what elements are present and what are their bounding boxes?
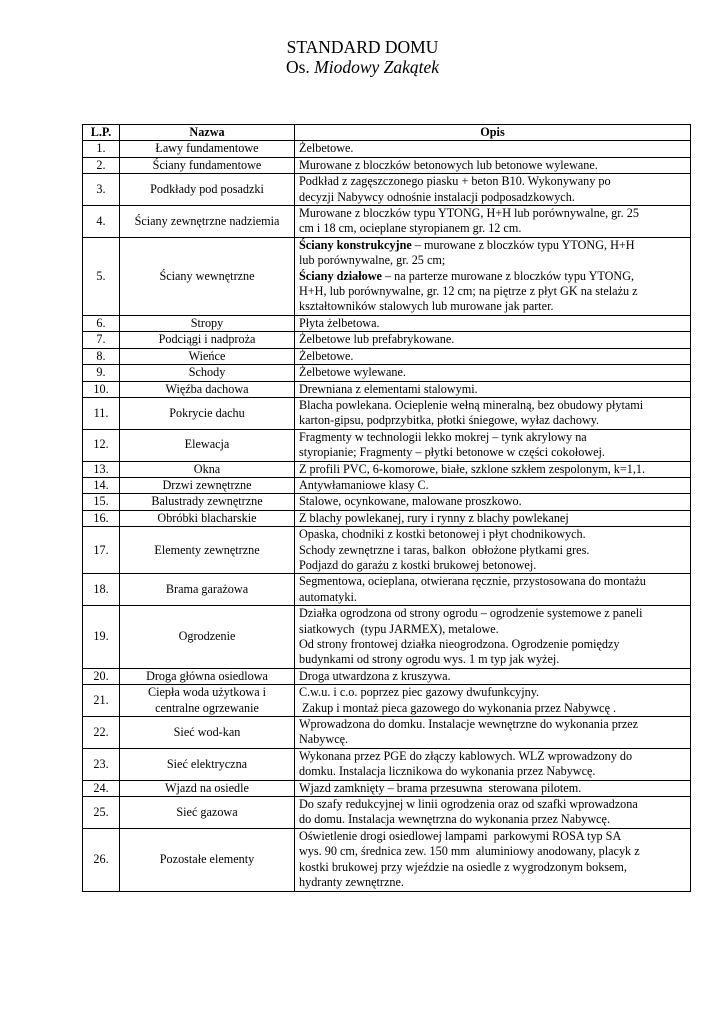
row-name: Droga główna osiedlowa — [120, 668, 295, 684]
row-description — [295, 141, 691, 157]
row-name: Schody — [120, 365, 295, 381]
row-description — [295, 174, 691, 206]
name-line: centralne ogrzewanie — [155, 700, 259, 715]
row-description — [295, 797, 691, 829]
estate-name: Miodowy Zakątek — [314, 57, 440, 77]
description-line: kształtowników stalowych lub murowane jak parter. — [299, 299, 554, 314]
row-number: 17. — [83, 527, 120, 574]
description-line — [299, 238, 687, 253]
description-line: Murowane z bloczków typu YTONG, H+H lub porównywalne, gr. 25 — [299, 206, 639, 221]
row-name: Więźba dachowa — [120, 381, 295, 397]
row-number: 1. — [83, 141, 120, 157]
row-description — [295, 668, 691, 684]
description-line: siatkowych (typu JARMEX), metalowe. — [299, 621, 499, 636]
description-line: Z blachy powlekanej, rury i rynny z blachy powlekanej — [299, 510, 569, 525]
row-name: Podciągi i nadproża — [120, 332, 295, 348]
row-name: Ogrodzenie — [120, 606, 295, 669]
table-row — [83, 174, 691, 206]
row-description — [295, 494, 691, 510]
row-number: 3. — [83, 174, 120, 206]
description-text: – murowane z bloczków typu YTONG, H+H — [411, 237, 635, 252]
description-line: Wykonana przez PGE do złączy kablowych. WLZ wprowadzony do — [299, 748, 633, 763]
table-row — [83, 157, 691, 173]
row-number: 16. — [83, 510, 120, 526]
row-description — [295, 332, 691, 348]
table-row — [83, 365, 691, 381]
description-line: Podjazd do garażu z kostki brukowej betonowej. — [299, 557, 537, 572]
row-name: Elementy zewnętrzne — [120, 527, 295, 574]
row-description — [295, 606, 691, 669]
table-row — [83, 141, 691, 157]
row-number: 13. — [83, 461, 120, 477]
description-line: budynkami od strony ogrodu wys. 1 m typ jak wyżej. — [299, 652, 560, 667]
table-row — [83, 397, 691, 429]
description-line: Żelbetowe wylewane. — [299, 365, 406, 380]
description-line: karton-gipsu, podprzybitka, płotki śniegowe, wyłaz dachowy. — [299, 413, 600, 428]
row-number: 2. — [83, 157, 120, 173]
row-number: 7. — [83, 332, 120, 348]
description-line: Segmentowa, ocieplana, otwierana ręcznie, przystosowana do montażu — [299, 574, 646, 589]
description-line: Żelbetowe. — [299, 348, 354, 363]
row-description — [295, 717, 691, 749]
description-line: Blacha powlekana. Ocieplenie wełną mineralną, bez obudowy płytami — [299, 397, 644, 412]
description-line: C.w.u. i c.o. poprzez piec gazowy dwufunkcyjny. — [299, 685, 540, 700]
row-number: 10. — [83, 381, 120, 397]
description-line: Stalowe, ocynkowane, malowane proszkowo. — [299, 494, 522, 509]
row-name: Drzwi zewnętrzne — [120, 477, 295, 493]
description-line: Antywłamaniowe klasy C. — [299, 477, 429, 492]
row-description — [295, 510, 691, 526]
row-name: Stropy — [120, 315, 295, 331]
row-name: Ściany wewnętrzne — [120, 237, 295, 315]
description-line: lub porównywalne, gr. 25 cm; — [299, 253, 446, 268]
description-line: Opaska, chodniki z kostki betonowej i płyt chodnikowych. — [299, 527, 586, 542]
description-line: Wprowadzona do domku. Instalacje wewnętrzne do wykonania przez — [299, 717, 639, 732]
description-line: styropianie; Fragmenty – płytki betonowe w części cokołowej. — [299, 445, 605, 460]
table-row — [83, 574, 691, 606]
description-line: decyzji Nabywcy odnośnie instalacji podposadzkowych. — [299, 189, 575, 204]
row-number: 5. — [83, 237, 120, 315]
description-line: domku. Instalacja licznikowa do wykonania przez Nabywcę. — [299, 764, 596, 779]
description-line: Drewniana z elementami stalowymi. — [299, 381, 478, 396]
row-number: 6. — [83, 315, 120, 331]
table-row — [83, 797, 691, 829]
table-row — [83, 828, 691, 891]
row-description — [295, 365, 691, 381]
row-name: Ściany fundamentowe — [120, 157, 295, 173]
description-line: Żelbetowe lub prefabrykowane. — [299, 332, 455, 347]
page-subtitle — [0, 57, 725, 77]
table-body — [83, 141, 691, 891]
row-number: 12. — [83, 429, 120, 461]
row-number: 24. — [83, 780, 120, 796]
description-line: Wjazd zamknięty – brama przesuwna sterowana pilotem. — [299, 780, 582, 795]
row-number: 25. — [83, 797, 120, 829]
description-line: Murowane z bloczków betonowych lub betonowe wylewane. — [299, 157, 598, 172]
table-row — [83, 606, 691, 669]
row-name: Pozostałe elementy — [120, 828, 295, 891]
table-row — [83, 477, 691, 493]
row-name: Brama garażowa — [120, 574, 295, 606]
bold-term: Ściany działowe — [299, 268, 382, 283]
row-description — [295, 429, 691, 461]
row-description — [295, 206, 691, 238]
table-row — [83, 668, 691, 684]
description-line: Płyta żelbetowa. — [299, 315, 380, 330]
row-number: 20. — [83, 668, 120, 684]
description-line: Fragmenty w technologii lekko mokrej – tynk akrylowy na — [299, 429, 587, 444]
description-line: Schody zewnętrzne i taras, balkon obłożone płytkami gres. — [299, 542, 590, 557]
description-line: wys. 90 cm, średnica zew. 150 mm aluminiowy anodowany, placyk z — [299, 844, 640, 859]
description-text: – na parterze murowane z bloczków typu YTONG, — [381, 268, 635, 283]
table-row — [83, 206, 691, 238]
description-line: Do szafy redukcyjnej w linii ogrodzenia oraz od szafki wprowadzona — [299, 797, 638, 812]
table-row — [83, 237, 691, 315]
row-name: Sieć elektryczna — [120, 748, 295, 780]
table-row — [83, 348, 691, 364]
description-line: Od strony frontowej działka nieogrodzona. Ogrodzenie pomiędzy — [299, 637, 620, 651]
column-header-opis: Opis — [295, 125, 691, 141]
description-line: Zakup i montaż pieca gazowego do wykonania przez Nabywcę . — [299, 700, 617, 715]
description-line: Nabywcę. — [299, 732, 349, 747]
row-description — [295, 315, 691, 331]
row-number: 4. — [83, 206, 120, 238]
table-row — [83, 717, 691, 749]
row-description — [295, 348, 691, 364]
bold-term: Ściany konstrukcyjne — [299, 237, 412, 252]
description-line: Oświetlenie drogi osiedlowej lampami parkowymi ROSA typ SA — [299, 828, 622, 843]
row-name: Wieńce — [120, 348, 295, 364]
description-line: Żelbetowe. — [299, 141, 354, 156]
row-name: Sieć gazowa — [120, 797, 295, 829]
description-line: hydranty zewnętrzne. — [299, 875, 404, 890]
row-description — [295, 397, 691, 429]
row-name: Pokrycie dachu — [120, 397, 295, 429]
page-title: STANDARD DOMU — [286, 37, 439, 57]
description-line: Z profili PVC, 6-komorowe, białe, szklone szkłem zespolonym, k=1,1. — [299, 461, 646, 476]
row-description — [295, 828, 691, 891]
row-number: 8. — [83, 348, 120, 364]
row-name: Elewacja — [120, 429, 295, 461]
description-line: automatyki. — [299, 589, 357, 604]
column-header-nazwa: Nazwa — [120, 125, 295, 141]
row-description — [295, 461, 691, 477]
table-row — [83, 381, 691, 397]
description-line: Droga utwardzona z kruszywa. — [299, 668, 451, 683]
row-number: 23. — [83, 748, 120, 780]
row-description — [295, 527, 691, 574]
row-number: 21. — [83, 685, 120, 717]
row-name: Ławy fundamentowe — [120, 141, 295, 157]
name-line: Ciepła woda użytkowa i — [147, 685, 267, 700]
table-row — [83, 748, 691, 780]
table-header-row — [83, 125, 691, 141]
description-line: Podkład z zagęszczonego piasku + beton B10. Wykonywany po — [299, 174, 611, 189]
row-description — [295, 477, 691, 493]
row-name — [120, 685, 295, 717]
row-number: 26. — [83, 828, 120, 891]
row-name: Podkłady pod posadzki — [120, 174, 295, 206]
table-row — [83, 429, 691, 461]
row-name: Wjazd na osiedle — [120, 780, 295, 796]
table-row — [83, 685, 691, 717]
row-name: Sieć wod-kan — [120, 717, 295, 749]
row-description — [295, 574, 691, 606]
description-line: kostki brukowej przy wjeździe na osiedle z wygrodzonym boksem, — [299, 859, 627, 874]
row-description — [295, 381, 691, 397]
row-number: 9. — [83, 365, 120, 381]
row-description — [295, 237, 691, 315]
row-description — [295, 685, 691, 717]
row-name: Balustrady zewnętrzne — [120, 494, 295, 510]
table-row — [83, 780, 691, 796]
row-number: 22. — [83, 717, 120, 749]
row-number: 19. — [83, 606, 120, 669]
row-number: 11. — [83, 397, 120, 429]
table-row — [83, 527, 691, 574]
row-description — [295, 748, 691, 780]
table-row — [83, 494, 691, 510]
row-number: 15. — [83, 494, 120, 510]
subtitle-prefix: Os. — [285, 57, 315, 77]
table-row — [83, 332, 691, 348]
description-line: Działka ogrodzona od strony ogrodu – ogrodzenie systemowe z paneli — [299, 606, 643, 621]
table-row — [83, 461, 691, 477]
row-name: Okna — [120, 461, 295, 477]
table-row — [83, 510, 691, 526]
column-header-lp: L.P. — [83, 125, 120, 141]
description-line: do domu. Instalacja wewnętrzna do wykonania przez Nabywcę. — [299, 812, 610, 827]
table-row — [83, 315, 691, 331]
row-description — [295, 780, 691, 796]
row-name: Ściany zewnętrzne nadziemia — [120, 206, 295, 238]
description-line: H+H, lub porównywalne, gr. 12 cm; na piętrze z płyt GK na stelażu z — [299, 284, 638, 299]
row-number: 18. — [83, 574, 120, 606]
row-name: Obróbki blacharskie — [120, 510, 295, 526]
standard-table — [82, 124, 691, 892]
description-line: cm i 18 cm, ocieplane styropianem gr. 12 cm. — [299, 221, 522, 236]
row-description — [295, 157, 691, 173]
description-line — [299, 269, 687, 284]
row-number: 14. — [83, 477, 120, 493]
